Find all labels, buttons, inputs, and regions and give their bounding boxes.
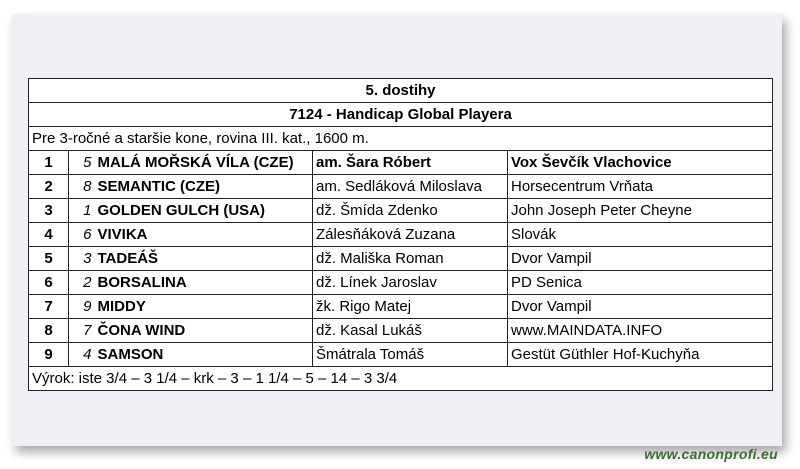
horse-name: GOLDEN GULCH (USA) — [95, 199, 313, 223]
owner-name: John Joseph Peter Cheyne — [508, 199, 773, 223]
race-title: 5. dostihy — [29, 79, 773, 103]
horse-name: SAMSON — [95, 343, 313, 367]
owner-name: www.MAINDATA.INFO — [508, 319, 773, 343]
table-row — [29, 223, 773, 247]
table-row — [29, 319, 773, 343]
horse-name: TADEÁŠ — [95, 247, 313, 271]
table-row — [29, 175, 773, 199]
watermark: www.canonprofi.eu — [644, 446, 778, 462]
horse-name: BORSALINA — [95, 271, 313, 295]
jockey-name: Zálesňáková Zuzana — [313, 223, 508, 247]
jockey-name: žk. Rigo Matej — [313, 295, 508, 319]
owner-name: Vox Ševčík Vlachovice — [508, 151, 773, 175]
start-number: 1 — [69, 199, 95, 223]
horse-name: SEMANTIC (CZE) — [95, 175, 313, 199]
race-conditions: Pre 3-ročné a staršie kone, rovina III. kat., 1600 m. — [29, 127, 773, 151]
owner-name: Slovák — [508, 223, 773, 247]
table-row — [29, 151, 773, 175]
margins-row — [29, 367, 773, 391]
race-conditions-row — [29, 127, 773, 151]
start-number: 8 — [69, 175, 95, 199]
finish-position: 4 — [29, 223, 69, 247]
finish-position: 8 — [29, 319, 69, 343]
finish-position: 2 — [29, 175, 69, 199]
start-number: 5 — [69, 151, 95, 175]
table-row — [29, 343, 773, 367]
finish-position: 7 — [29, 295, 69, 319]
jockey-name: dž. Kasal Lukáš — [313, 319, 508, 343]
jockey-name: dž. Mališka Roman — [313, 247, 508, 271]
start-number: 3 — [69, 247, 95, 271]
owner-name: Horsecentrum Vrňata — [508, 175, 773, 199]
horse-name: VIVIKA — [95, 223, 313, 247]
table-row — [29, 199, 773, 223]
race-title-row — [29, 79, 773, 103]
horse-name: MIDDY — [95, 295, 313, 319]
start-number: 7 — [69, 319, 95, 343]
jockey-name: am. Šara Róbert — [313, 151, 508, 175]
owner-name: Gestüt Güthler Hof-Kuchyňa — [508, 343, 773, 367]
jockey-name: dž. Línek Jaroslav — [313, 271, 508, 295]
finish-position: 5 — [29, 247, 69, 271]
table-row — [29, 247, 773, 271]
results-table — [28, 78, 773, 391]
owner-name: Dvor Vampil — [508, 247, 773, 271]
table-row — [29, 295, 773, 319]
start-number: 4 — [69, 343, 95, 367]
finish-position: 1 — [29, 151, 69, 175]
horse-name: MALÁ MOŘSKÁ VÍLA (CZE) — [95, 151, 313, 175]
owner-name: PD Senica — [508, 271, 773, 295]
start-number: 9 — [69, 295, 95, 319]
finish-position: 6 — [29, 271, 69, 295]
start-number: 2 — [69, 271, 95, 295]
finish-position: 9 — [29, 343, 69, 367]
owner-name: Dvor Vampil — [508, 295, 773, 319]
jockey-name: am. Sedláková Miloslava — [313, 175, 508, 199]
jockey-name: Šmátrala Tomáš — [313, 343, 508, 367]
start-number: 6 — [69, 223, 95, 247]
horse-name: ČONA WIND — [95, 319, 313, 343]
finish-position: 3 — [29, 199, 69, 223]
race-subtitle-row — [29, 103, 773, 127]
race-subtitle: 7124 - Handicap Global Playera — [29, 103, 773, 127]
table-row — [29, 271, 773, 295]
jockey-name: dž. Šmída Zdenko — [313, 199, 508, 223]
margins-text: Výrok: iste 3/4 – 3 1/4 – krk – 3 – 1 1/4 – 5 – 14 – 3 3/4 — [29, 367, 773, 391]
